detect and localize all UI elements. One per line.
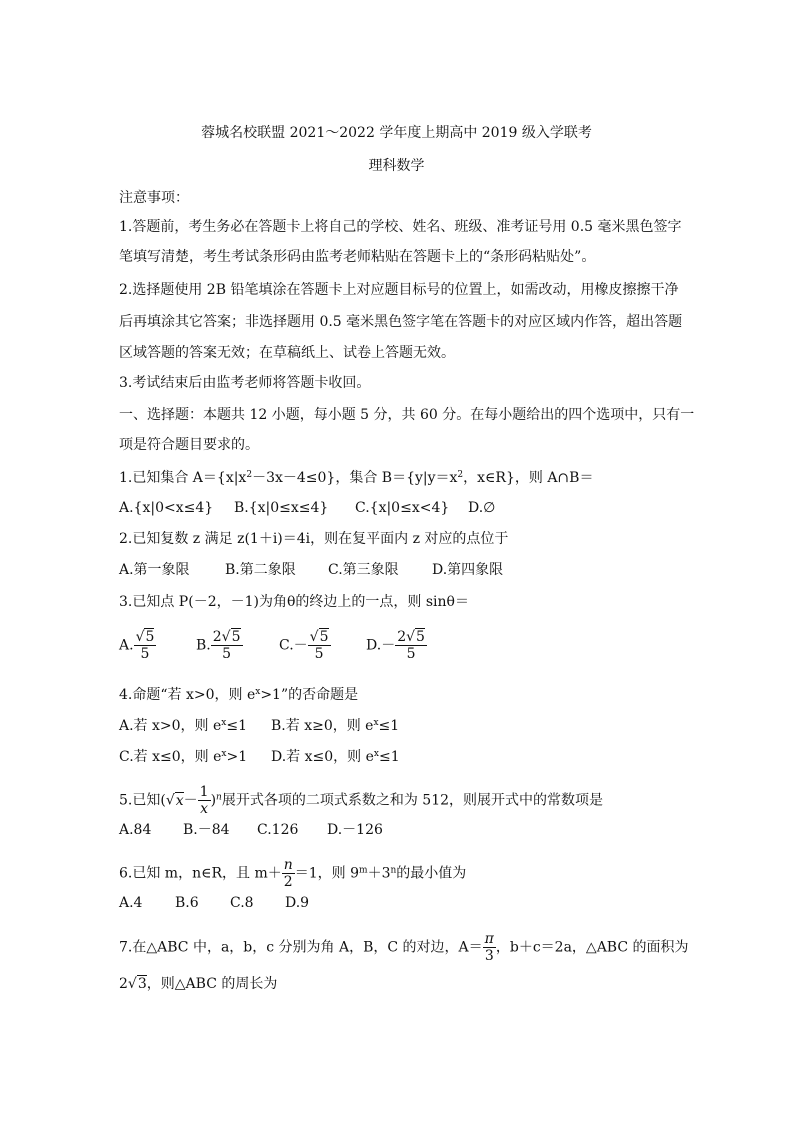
section-1-line-1: 一、选择题：本题共 12 小题，每小题 5 分，共 60 分。在每小题给出的四个选项中，只有一 — [119, 407, 695, 423]
question-2-option-b[interactable]: B.第二象限 — [225, 562, 296, 578]
question-3-option-c[interactable]: C.－ $\frac{√5}{5}$ — [279, 629, 329, 662]
question-4-option-a[interactable]: A.若 x>0，则 $e^x\le 1$ — [119, 718, 247, 734]
section-1-line-2: 项是符合题目要求的。 — [119, 437, 259, 453]
question-5-option-b[interactable]: B.－84 — [183, 822, 230, 838]
question-4-option-d[interactable]: D.若 x≤0，则 $e^x\le 1$ — [271, 749, 400, 765]
question-5-option-d[interactable]: D.－126 — [327, 822, 383, 838]
fraction: $\frac{2√5}{5}$ — [397, 629, 425, 662]
fraction: $\frac{√5}{5}$ — [135, 629, 155, 662]
notice-item-2-line-2: 后再填涂其它答案；非选择题用 0.5 毫米黑色签字笔在答题卡的对应区域内作答，超出答题 — [119, 314, 683, 330]
question-2-option-a[interactable]: A.第一象限 — [119, 562, 190, 578]
fraction: $\frac{n}{2}$ — [283, 857, 293, 890]
fraction: $\frac{\pi}{3}$ — [484, 931, 494, 964]
fraction: $\frac{1}{x}$ — [199, 784, 209, 817]
fraction: $\frac{2√5}{5}$ — [212, 629, 241, 662]
fraction: $\frac{√5}{5}$ — [309, 629, 329, 662]
question-4-option-b[interactable]: B.若 x≥0，则 $e^x\le 1$ — [271, 718, 400, 734]
notice-item-1-line-2: 笔填写清楚，考生考试条形码由监考老师粘贴在答题卡上的“条形码粘贴处”。 — [119, 249, 596, 265]
question-1-stem: 1.已知集合 $A=\{x|x^2-3x-4\le 0\}$，集合 $B=\{y|y=x^2$，x∈R}，则 A∩B＝ — [119, 470, 594, 486]
notice-item-1-line-1: 1.答题前，考生务必在答题卡上将自己的学校、姓名、班级、准考证号用 0.5 毫米黑色签字 — [119, 219, 682, 235]
question-5-stem: 5.已知(√x－ $\frac{1}{x}$ )$^n$展开式各项的二项式系数之和为 512，则展开式中的常数项是 — [119, 784, 604, 817]
question-6-option-a[interactable]: A.4 — [119, 895, 143, 911]
notice-item-3: 3.考试结束后由监考老师将答题卡收回。 — [119, 375, 371, 391]
page-title: 蓉城名校联盟 2021～2022 学年度上期高中 2019 级入学联考 — [201, 125, 592, 141]
question-6-option-b[interactable]: B.6 — [175, 895, 199, 911]
question-3-option-a[interactable]: A. $\frac{√5}{5}$ — [119, 629, 155, 662]
question-7-stem-line-2: 2√3，则△ABC 的周长为 — [119, 976, 278, 992]
question-3-stem: 3.已知点 P(－2，－1)为角θ的终边上的一点，则 sinθ＝ — [119, 594, 469, 610]
question-1-option-b[interactable]: B.{x|0≤x≤4} — [234, 500, 329, 516]
subject-title: 理科数学 — [368, 158, 425, 174]
question-5-option-a[interactable]: A.84 — [119, 822, 152, 838]
question-1-option-d[interactable]: D.∅ — [468, 500, 496, 516]
question-7-stem: 7.在△ABC 中，a，b，c 分别为角 A，B，C 的对边，A＝ $\frac{\pi}{3}$ ，b＋c＝2a，△ABC 的面积为 — [119, 931, 689, 964]
question-2-option-d[interactable]: D.第四象限 — [432, 562, 504, 578]
question-2-stem: 2.已知复数 z 满足 z(1＋i)＝4i，则在复平面内 z 对应的点位于 — [119, 531, 509, 547]
question-3-option-b[interactable]: B. $\frac{2√5}{5}$ — [196, 629, 241, 662]
question-1-option-c[interactable]: C.{x|0≤x<4} — [355, 500, 450, 516]
question-1-option-a[interactable]: A.{x|0<x≤4} — [119, 500, 214, 516]
notice-heading: 注意事项： — [119, 190, 189, 206]
question-4-option-c[interactable]: C.若 x≤0，则 $e^x>1$ — [119, 749, 248, 765]
question-2-option-c[interactable]: C.第三象限 — [328, 562, 399, 578]
question-4-stem: 4.命题“若 x>0，则 $e^x>1$”的否命题是 — [119, 687, 359, 703]
notice-item-2-line-1: 2.选择题使用 2B 铅笔填涂在答题卡上对应题目标号的位置上，如需改动，用橡皮擦擦干净 — [119, 282, 679, 298]
question-3-option-d[interactable]: D.－ $\frac{2√5}{5}$ — [366, 629, 425, 662]
question-5-option-c[interactable]: C.126 — [257, 822, 299, 838]
question-6-option-d[interactable]: D.9 — [285, 895, 310, 911]
question-6-option-c[interactable]: C.8 — [230, 895, 254, 911]
question-6-stem: 6.已知 m，n∈R，且 m＋ $\frac{n}{2}$ ＝1，则 $9^m+3^n$的最小值为 — [119, 857, 467, 890]
notice-item-2-line-3: 区域答题的答案无效；在草稿纸上、试卷上答题无效。 — [119, 345, 455, 361]
